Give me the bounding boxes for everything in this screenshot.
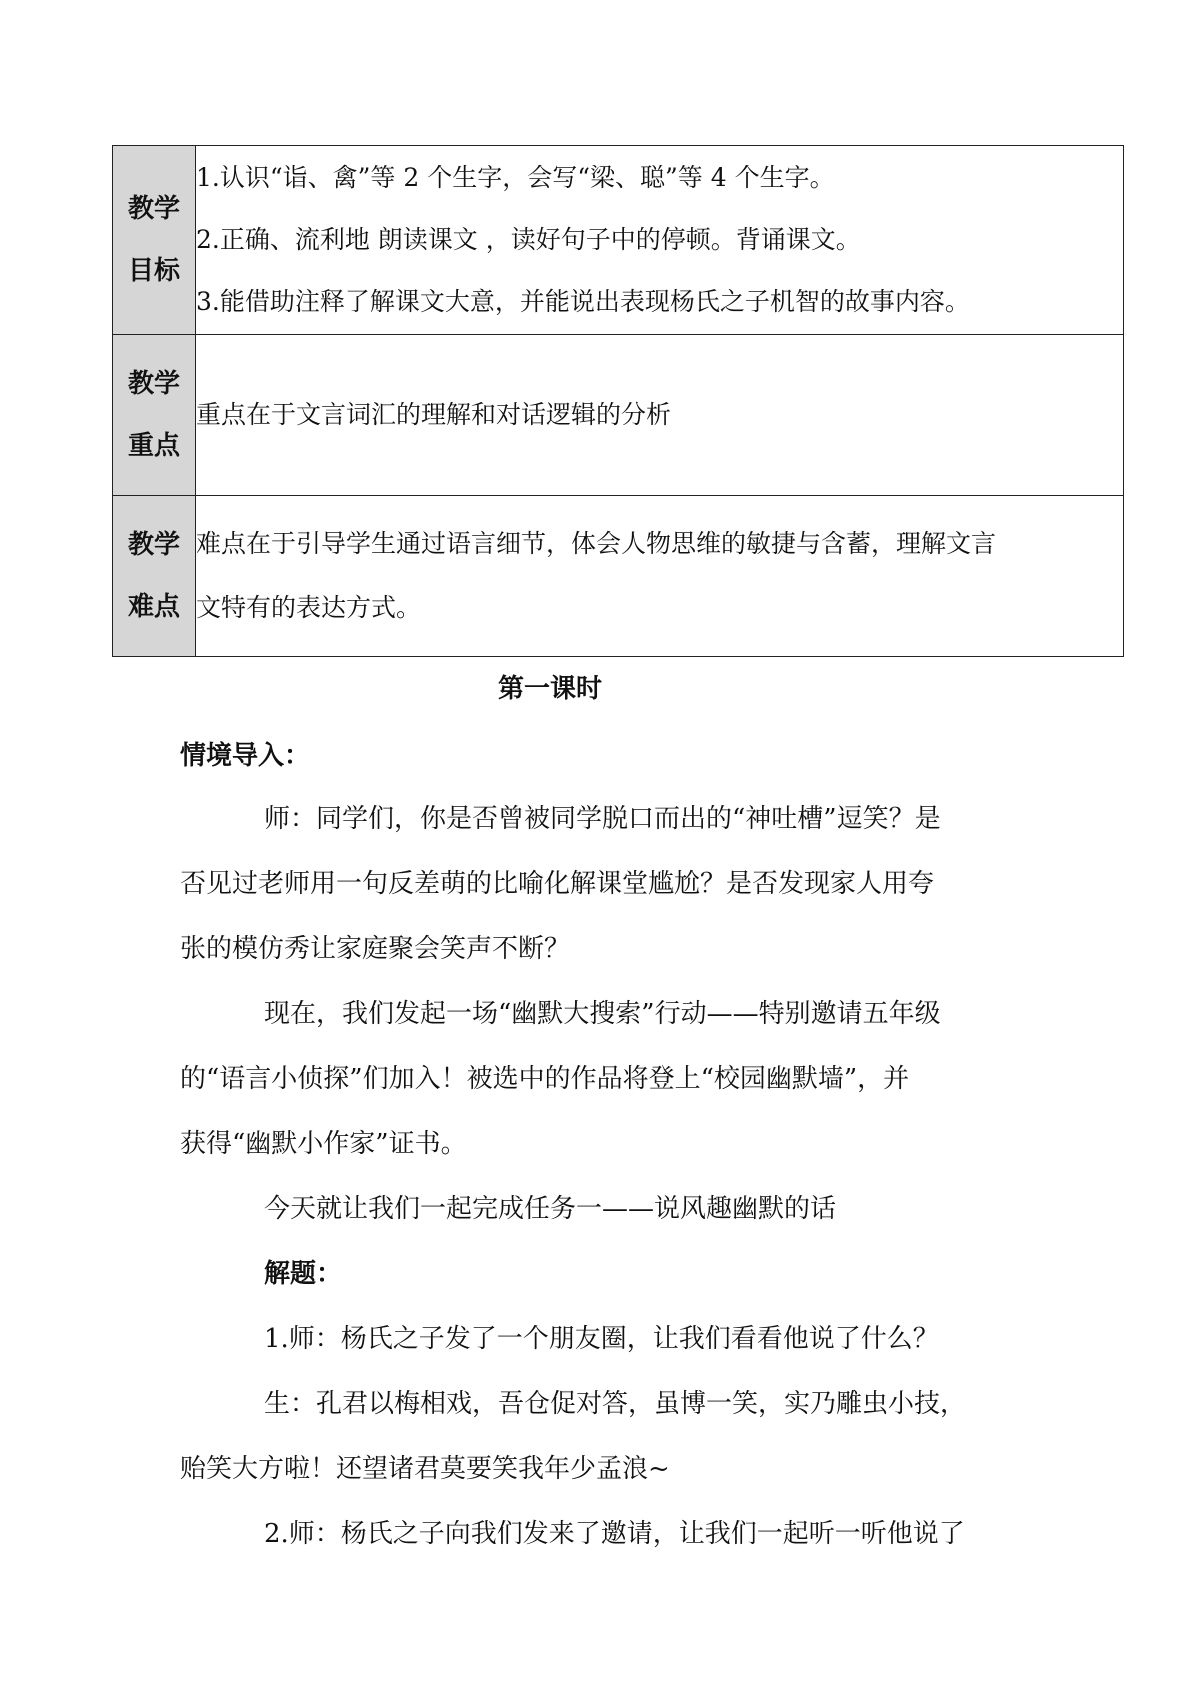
lesson-title: 第一课时 [497,674,602,704]
task-paragraph: 今天就让我们一起完成任务一——说风趣幽默的话 [264,1194,837,1224]
table-row-key-points [113,335,1124,496]
label-teaching-goals: 教学 目标 [113,146,196,335]
label-key-points: 教学 重点 [113,335,196,496]
question-item-1: 1.师：杨氏之子发了一个朋友圈，让我们看看他说了什么？ [264,1324,939,1354]
teaching-plan-table [112,145,1124,657]
question-item-2: 2.师：杨氏之子向我们发来了邀请，让我们一起听一听他说了 [264,1519,965,1549]
activity-paragraph-line: 获得“幽默小作家”证书。 [180,1129,467,1159]
goal-item: 2.正确、流利地 朗读课文 ，读好句子中的停顿。背诵课文。 [196,225,861,254]
jieti-heading: 解题： [264,1259,343,1289]
goal-item: 3.能借助注释了解课文大意，并能说出表现杨氏之子机智的故事内容。 [196,287,970,316]
teaching-goals-content [196,146,1124,335]
table-row-difficulties [113,496,1124,657]
goal-item: 1.认识“诣、禽”等 2 个生字，会写“梁、聪”等 4 个生字。 [196,163,835,192]
intro-heading: 情境导入： [180,741,311,771]
table-row-goals [113,146,1124,335]
student-answer-line: 生：孔君以梅相戏，吾仓促对答，虽博一笑，实乃雕虫小技， [264,1389,967,1419]
student-answer-line: 贻笑大方啦！还望诸君莫要笑我年少孟浪~ [180,1454,670,1484]
intro-paragraph-line: 否见过老师用一句反差萌的比喻化解课堂尴尬？是否发现家人用夸 [180,869,935,899]
activity-paragraph-line: 的“语言小侦探”们加入！被选中的作品将登上“校园幽默墙”，并 [180,1064,910,1094]
difficulties-content: 难点在于引导学生通过语言细节，体会人物思维的敏捷与含蓄，理解文言 文特有的表达方式。 [196,496,1124,657]
activity-paragraph-line: 现在，我们发起一场“幽默大搜索”行动——特别邀请五年级 [264,999,941,1029]
intro-paragraph-line: 师：同学们，你是否曾被同学脱口而出的“神吐槽”逗笑？是 [264,804,941,834]
key-points-content: 重点在于文言词汇的理解和对话逻辑的分析 [196,335,1124,496]
label-difficulties: 教学 难点 [113,496,196,657]
intro-paragraph-line: 张的模仿秀让家庭聚会笑声不断？ [180,934,571,964]
